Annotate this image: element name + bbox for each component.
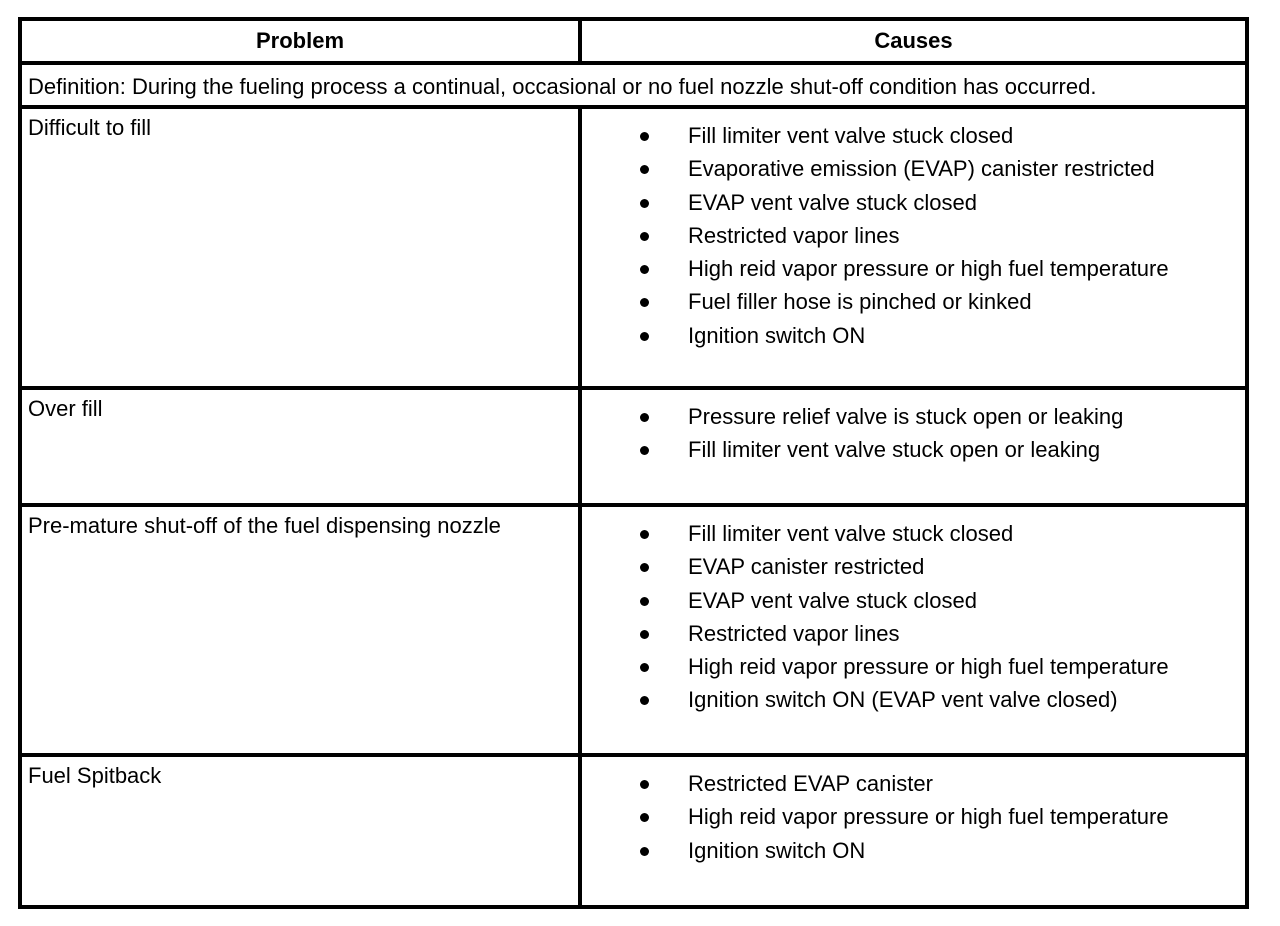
- bullet-icon: [640, 563, 649, 572]
- bullet-icon: [640, 696, 649, 705]
- problem-cell: Pre-mature shut-off of the fuel dispensing nozzle: [28, 513, 501, 538]
- cause-item: [582, 683, 1169, 716]
- bullet-icon: [640, 265, 649, 274]
- bullet-icon: [640, 780, 649, 789]
- cause-item: [582, 219, 1169, 252]
- cause-text: Ignition switch ON: [688, 837, 866, 863]
- bullet-icon: [640, 813, 649, 822]
- bullet-icon: [640, 413, 649, 422]
- cause-text: Restricted EVAP canister: [688, 771, 933, 796]
- cause-item: [582, 800, 1169, 833]
- cause-item: [582, 252, 1169, 285]
- problem-cell: Over fill: [28, 396, 103, 421]
- cause-item: [582, 517, 1169, 550]
- cause-text: High reid vapor pressure or high fuel temperature: [688, 654, 1169, 680]
- bullet-icon: [640, 446, 649, 455]
- cause-item: [582, 285, 1169, 318]
- cause-text: Ignition switch ON (EVAP vent valve closed): [688, 687, 1118, 713]
- cause-item: [582, 767, 1169, 800]
- header-problem: Problem: [255, 28, 345, 53]
- cause-text: Fuel filler hose is pinched or kinked: [688, 289, 1032, 315]
- cause-item: [582, 319, 1169, 352]
- cause-item: [582, 433, 1123, 466]
- problem-cell: Fuel Spitback: [28, 763, 162, 788]
- definition-text: Definition: During the fueling process a continual, occasional or no fuel nozzle shut-off condition has occurred.: [28, 74, 1097, 99]
- bullet-icon: [640, 847, 649, 856]
- bullet-icon: [640, 332, 649, 341]
- cause-text: Fill limiter vent valve stuck closed: [688, 123, 1014, 148]
- cause-text: Ignition switch ON: [688, 322, 866, 348]
- header-causes: Causes: [874, 28, 953, 53]
- cause-item: [582, 550, 1169, 583]
- cause-text: Pressure relief valve is stuck open or leaking: [688, 404, 1124, 429]
- definition-row: [22, 65, 1245, 109]
- table-row: [22, 386, 1245, 503]
- cause-text: Restricted vapor lines: [688, 222, 900, 248]
- bullet-icon: [640, 199, 649, 208]
- table-row: [22, 753, 1245, 905]
- header-divider: [578, 21, 582, 65]
- cause-item: [582, 152, 1169, 185]
- cause-text: Fill limiter vent valve stuck closed: [688, 521, 1014, 546]
- bullet-icon: [640, 298, 649, 307]
- causes-list: [582, 517, 1169, 717]
- table-row: [22, 109, 1245, 386]
- table-header: [22, 21, 1245, 65]
- cause-text: EVAP vent valve stuck closed: [688, 587, 977, 613]
- cause-item: [582, 186, 1169, 219]
- cause-item: [582, 400, 1123, 433]
- cause-item: [582, 834, 1169, 867]
- cause-text: Fill limiter vent valve stuck open or leaking: [688, 437, 1101, 463]
- causes-list: [582, 767, 1169, 867]
- bullet-icon: [640, 597, 649, 606]
- cause-text: EVAP canister restricted: [688, 554, 925, 580]
- diagnosis-table: [18, 17, 1249, 909]
- bullet-icon: [640, 232, 649, 241]
- cause-item: [582, 650, 1169, 683]
- bullet-icon: [640, 530, 649, 539]
- cause-text: Restricted vapor lines: [688, 620, 900, 646]
- cause-text: Evaporative emission (EVAP) canister restricted: [688, 156, 1155, 182]
- bullet-icon: [640, 630, 649, 639]
- cause-text: High reid vapor pressure or high fuel temperature: [688, 256, 1169, 282]
- causes-list: [582, 119, 1169, 352]
- problem-cell: Difficult to fill: [28, 115, 152, 140]
- causes-list: [582, 400, 1123, 467]
- bullet-icon: [640, 132, 649, 141]
- cause-item: [582, 584, 1169, 617]
- cause-text: High reid vapor pressure or high fuel temperature: [688, 804, 1169, 830]
- table-row: [22, 503, 1245, 753]
- bullet-icon: [640, 165, 649, 174]
- cause-item: [582, 119, 1169, 152]
- bullet-icon: [640, 663, 649, 672]
- cause-item: [582, 617, 1169, 650]
- cause-text: EVAP vent valve stuck closed: [688, 189, 977, 215]
